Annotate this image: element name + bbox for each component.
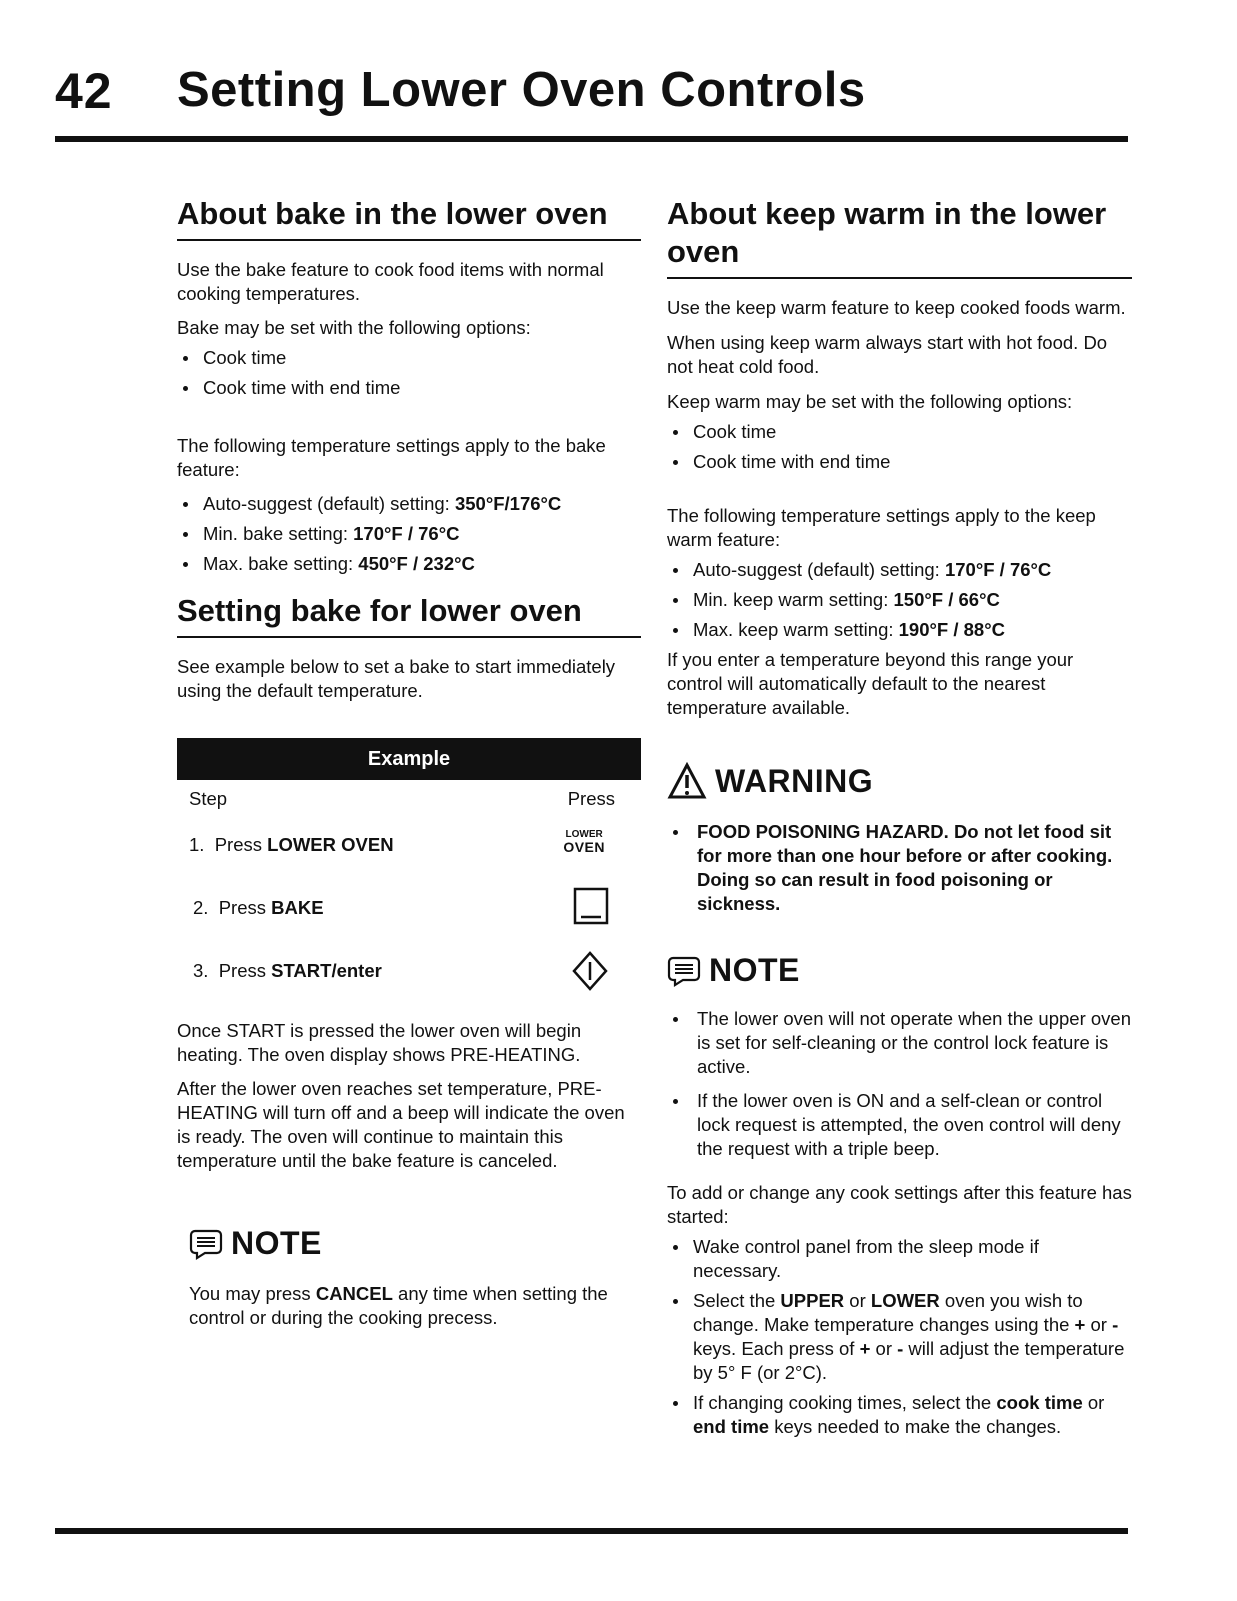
warning-list (667, 820, 1132, 916)
right-column (667, 195, 1132, 1439)
page-title: Setting Lower Oven Controls (177, 63, 866, 117)
bake-key-icon (573, 887, 609, 927)
start-key-icon (571, 950, 609, 992)
keep-warm-heading: About keep warm in the lower oven (667, 195, 1132, 279)
list-item: If the lower oven is ON and a self-clean or control lock request is attempted, the oven control will deny the request with a triple beep. (667, 1089, 1132, 1161)
warning-title: WARNING (715, 762, 874, 799)
left-column (177, 195, 641, 1330)
list-item: If changing cooking times, select the cook time or end time keys needed to make the changes. (667, 1391, 1132, 1439)
keep-warm-temp-list (667, 558, 1132, 642)
keep-warm-options-intro: Keep warm may be set with the following options: (667, 391, 1073, 412)
warning-icon (667, 762, 707, 800)
list-item: Min. keep warm setting: 150°F / 66°C (667, 588, 1132, 612)
list-item: Cook time with end time (177, 376, 641, 400)
preheat-para: After the lower oven reaches set temperature, PRE-HEATING will turn off and a beep will indicate the oven is ready. The oven will continue to maintain this temperature until the bake feature is canceled. (177, 1078, 625, 1171)
keep-warm-temp-intro: The following temperature settings apply to the keep warm feature: (667, 505, 1096, 550)
bake-heading: About bake in the lower oven (177, 195, 641, 241)
list-item: Max. bake setting: 450°F / 232°C (177, 552, 641, 576)
list-item: Auto-suggest (default) setting: 170°F / 76°C (667, 558, 1132, 582)
list-item: The lower oven will not operate when the upper oven is set for self-cleaning or the control lock feature is active. (667, 1007, 1132, 1079)
change-intro: To add or change any cook settings after this feature has started: (667, 1182, 1132, 1227)
list-item: Wake control panel from the sleep mode if necessary. (667, 1235, 1132, 1283)
keep-warm-options-list (667, 420, 1132, 474)
keep-warm-hot-food: When using keep warm always start with hot food. Do not heat cold food. (667, 332, 1108, 377)
lower-oven-key-icon: LOWER OVEN (563, 829, 605, 855)
note-icon (189, 1228, 223, 1260)
column-step: Step (189, 788, 228, 809)
header-rule (55, 136, 1128, 142)
setting-heading: Setting bake for lower oven (177, 592, 641, 638)
keep-warm-intro: Use the keep warm feature to keep cooked foods warm. (667, 297, 1126, 318)
bake-options-list (177, 346, 641, 400)
temp-intro: The following temperature settings apply to the bake feature: (177, 435, 606, 480)
note-title: NOTE (709, 952, 800, 988)
list-item: Max. keep warm setting: 190°F / 88°C (667, 618, 1132, 642)
note-icon (667, 955, 701, 987)
after-start-para: Once START is pressed the lower oven will begin heating. The oven display shows PRE-HEATING. (177, 1020, 582, 1065)
bake-intro: Use the bake feature to cook food items with normal cooking temperatures. (177, 259, 604, 304)
list-item: Cook time with end time (667, 450, 1132, 474)
change-list (667, 1235, 1132, 1439)
list-item: Cook time (177, 346, 641, 370)
note-list (667, 1007, 1132, 1161)
column-press: Press (567, 788, 615, 809)
note-title: NOTE (231, 1225, 322, 1261)
range-note: If you enter a temperature beyond this range your control will automatically default to the nearest temperature available. (667, 649, 1074, 718)
warning-item: FOOD POISONING HAZARD. Do not let food sit for more than one hour before or after cooking. Doing so can result in food poisoning or sickness. (667, 820, 1132, 916)
cancel-note: You may press CANCEL any time when setting the control or during the cooking precess. (189, 1283, 608, 1328)
list-item: Min. bake setting: 170°F / 76°C (177, 522, 641, 546)
page-number: 42 (55, 63, 113, 119)
bake-options-intro: Bake may be set with the following options: (177, 317, 531, 338)
list-item: Cook time (667, 420, 1132, 444)
list-item: Select the UPPER or LOWER oven you wish to change. Make temperature changes using the + or - keys. Each press of + or - will adjust the temperature by 5° F (or 2°C). (667, 1289, 1132, 1385)
bake-temp-list (177, 492, 641, 576)
example-table (177, 738, 641, 1013)
footer-rule (55, 1528, 1128, 1534)
example-step: 1. Press LOWER OVEN LOWER OVEN (189, 829, 605, 855)
setting-intro: See example below to set a bake to start immediately using the default temperature. (177, 656, 616, 701)
list-item: Auto-suggest (default) setting: 350°F/176°C (177, 492, 641, 516)
example-header (177, 780, 641, 810)
example-step: 2. Press BAKE (177, 887, 641, 950)
example-step: 3. Press START/enter (177, 950, 641, 1013)
example-title: Example (177, 738, 641, 780)
